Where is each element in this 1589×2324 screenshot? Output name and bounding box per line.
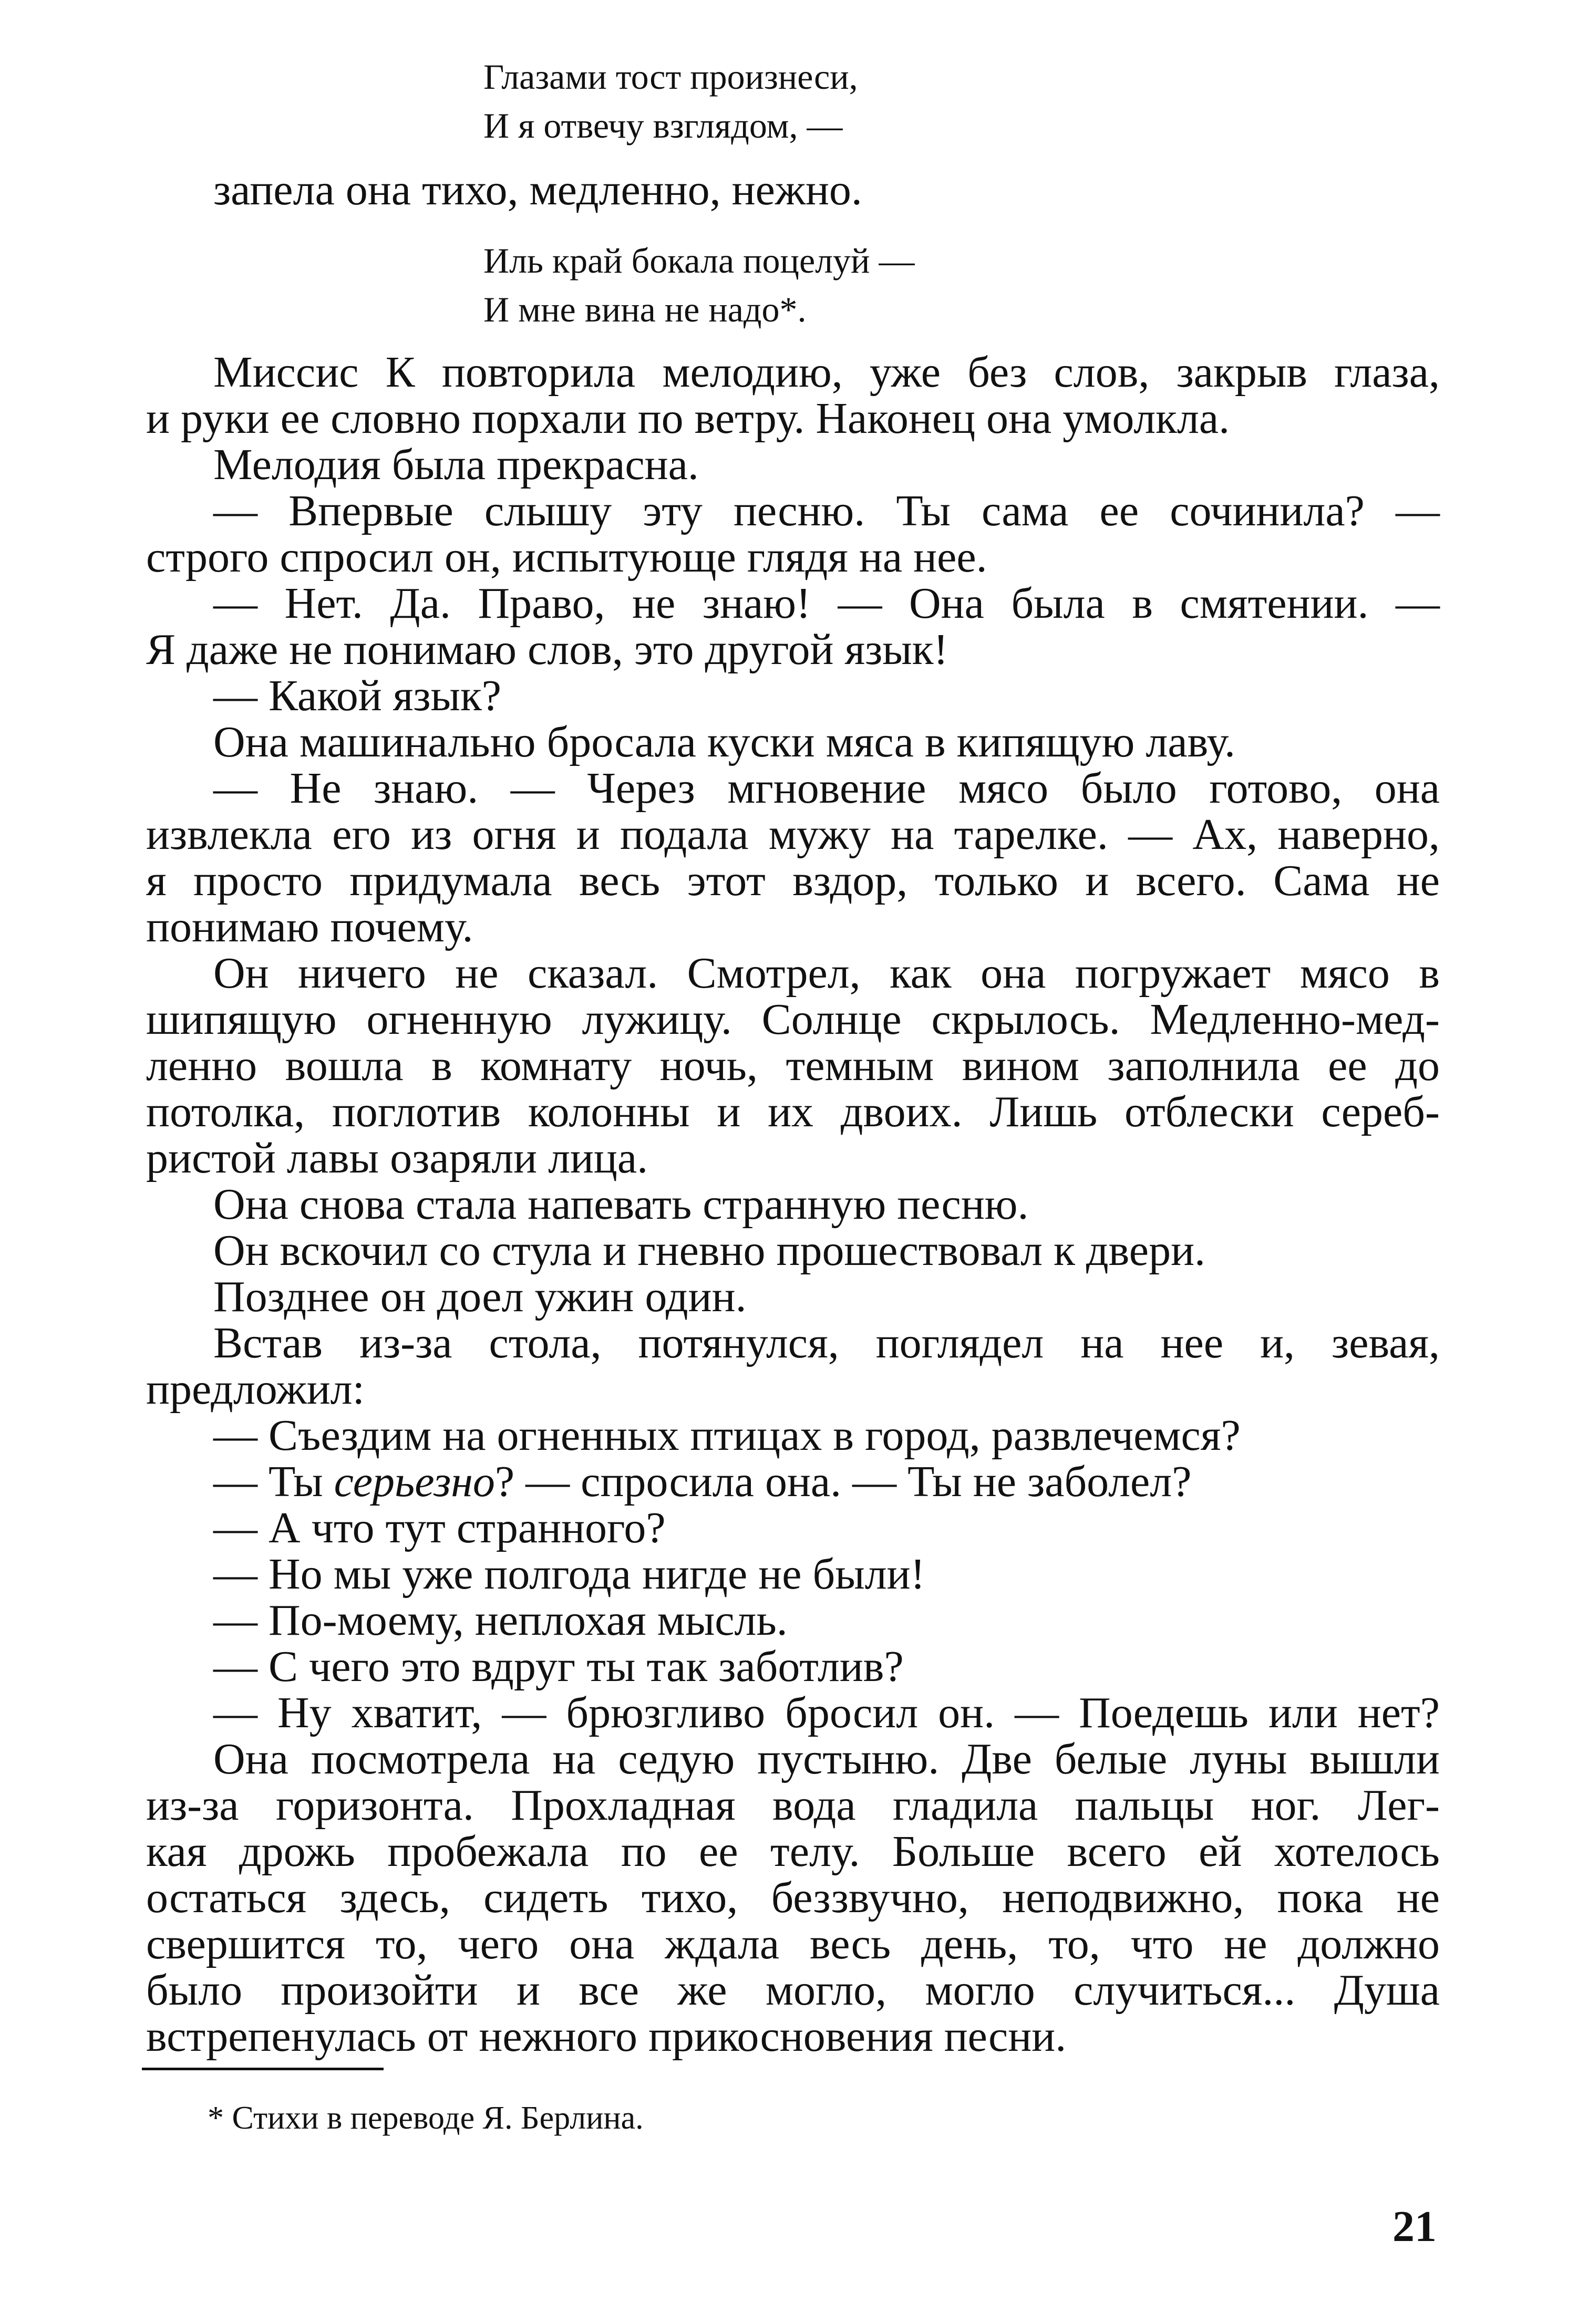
text-line: Встав из-за стола, потянулся, поглядел на нее и, зевая, <box>213 1319 1440 1367</box>
paragraph <box>146 1228 1440 1274</box>
verse-stanza-1 <box>483 53 858 150</box>
text-line <box>146 1459 1440 1505</box>
text-line: шипящую огненную лужицу. Солнце скрылось. Медленно-мед- <box>146 995 1440 1044</box>
paragraph <box>146 950 1440 1181</box>
paragraph-dialogue-italic <box>146 1459 1440 1505</box>
text-line: и руки ее словно порхали по ветру. Наконец она умолкла. <box>146 394 1230 443</box>
paragraph <box>146 1551 1440 1597</box>
text-line: Она снова стала напевать странную песню. <box>213 1180 1029 1229</box>
text-line: понимаю почему. <box>146 902 473 951</box>
text-line: ленно вошла в комнату ночь, темным вином заполнила ее до <box>146 1041 1440 1090</box>
paragraph <box>146 1644 1440 1690</box>
text-line: Мелодия была прекрасна. <box>213 440 699 489</box>
text-line: — Ну хватит, — брюзгливо бросил он. — Поедешь или нет? <box>213 1688 1440 1737</box>
text-line: — Не знаю. — Через мгновение мясо было готово, она <box>213 764 1440 813</box>
verse-line: И мне вина не надо*. <box>483 289 807 329</box>
text-line: Она машинально бросала куски мяса в кипящую лаву. <box>213 718 1236 766</box>
text-line: — Нет. Да. Право, не знаю! — Она была в смятении. — <box>213 579 1440 628</box>
paragraph <box>146 765 1440 950</box>
paragraph <box>146 580 1440 673</box>
paragraph <box>146 1505 1440 1551</box>
text-line: свершится то, чего она ждала весь день, то, что не должно <box>146 1920 1440 1968</box>
verse-line: Глазами тост произнеси, <box>483 57 858 97</box>
text-line: из-за горизонта. Прохладная вода гладила пальцы ног. Лег- <box>146 1781 1440 1830</box>
text-line: ристой лавы озаряли лица. <box>146 1134 648 1182</box>
verse-stanza-2 <box>483 236 914 334</box>
paragraph <box>146 442 1440 488</box>
text-line: было произойти и все же могло, могло случиться... Душа <box>146 1966 1440 2015</box>
text-line: Миссис К повторила мелодию, уже без слов, закрыв глаза, <box>213 348 1440 397</box>
paragraph <box>146 1320 1440 1413</box>
text-line: — Впервые слышу эту песню. Ты сама ее сочинила? — <box>213 486 1440 535</box>
text-line: Он вскочил со стула и гневно прошествовал к двери. <box>213 1226 1206 1275</box>
text-line: — Какой язык? <box>213 671 502 720</box>
text-line: — Съездим на огненных птицах в город, развлечемся? <box>213 1411 1241 1460</box>
paragraph <box>146 1413 1440 1459</box>
paragraph <box>146 1690 1440 1736</box>
paragraph <box>146 719 1440 765</box>
text-line: Позднее он доел ужин один. <box>213 1272 747 1321</box>
paragraph <box>146 349 1440 442</box>
text-fragment: ? — спросила она. — Ты не заболел? <box>494 1457 1192 1506</box>
paragraph <box>146 1736 1440 2060</box>
footnote-divider <box>142 2068 384 2070</box>
text-line: Я даже не понимаю слов, это другой язык! <box>146 625 948 674</box>
text-line: встрепенулась от нежного прикосновения песни. <box>146 2012 1067 2061</box>
footnote: * Стихи в переводе Я. Берлина. <box>208 2100 644 2136</box>
text-line: — С чего это вдруг ты так заботлив? <box>213 1642 904 1691</box>
text-line: потолка, поглотив колонны и их двоих. Лишь отблески сереб- <box>146 1087 1440 1136</box>
paragraph <box>146 488 1440 580</box>
text-line: Она посмотрела на седую пустыню. Две белые луны вышли <box>213 1735 1440 1783</box>
text-line: я просто придумала весь этот вздор, только и всего. Сама не <box>146 856 1440 905</box>
text-fragment: — Ты <box>213 1457 334 1506</box>
page-number: 21 <box>1392 2202 1437 2251</box>
paragraph <box>146 1597 1440 1644</box>
text-line: кая дрожь пробежала по ее телу. Больше всего ей хотелось <box>146 1827 1440 1876</box>
text-line: Он ничего не сказал. Смотрел, как она погружает мясо в <box>213 949 1440 998</box>
paragraph <box>146 673 1440 719</box>
text-line: — По-моему, неплохая мысль. <box>213 1596 788 1645</box>
italic-emphasis: серьезно <box>334 1457 495 1506</box>
paragraph <box>146 1181 1440 1228</box>
text-line: — Но мы уже полгода нигде не были! <box>213 1550 925 1599</box>
paragraph <box>146 1274 1440 1320</box>
body-text <box>146 349 1440 2060</box>
text-line: предложил: <box>146 1365 365 1414</box>
verse-line: Иль край бокала поцелуй — <box>483 241 915 281</box>
text-line: строго спросил он, испытующе глядя на нее. <box>146 533 987 582</box>
text-line: извлекла его из огня и подала мужу на тарелке. — Ах, наверно, <box>146 810 1440 859</box>
verse-line: И я отвечу взглядом, — <box>483 106 843 146</box>
text-line: — А что тут странного? <box>213 1503 666 1552</box>
narration-line: запела она тихо, медленно, нежно. <box>213 165 862 214</box>
text-line: остаться здесь, сидеть тихо, беззвучно, неподвижно, пока не <box>146 1873 1440 1922</box>
